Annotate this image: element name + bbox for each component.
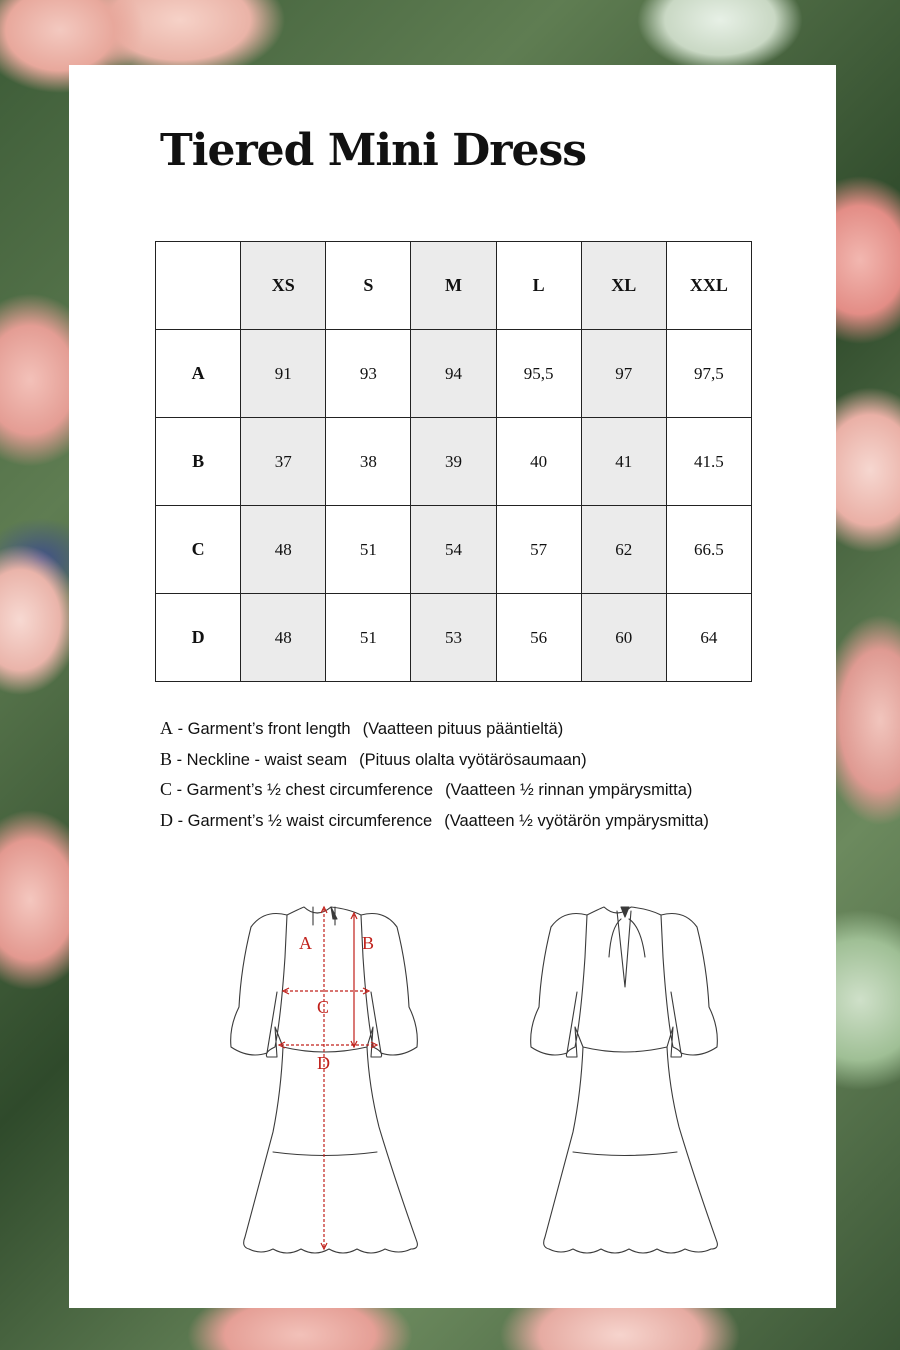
size-header-l: L	[496, 242, 581, 330]
corner-cell	[156, 242, 241, 330]
legend-key: C	[160, 779, 173, 799]
legend-key: D	[160, 809, 173, 830]
table-cell: 93	[326, 330, 411, 418]
measurement-row-c	[156, 506, 752, 594]
legend-item-a	[160, 714, 800, 745]
size-header-xxl: XXL	[666, 242, 751, 330]
size-table	[155, 241, 752, 682]
table-cell: 97	[581, 330, 666, 418]
diagram-label-d: D	[317, 1053, 330, 1073]
table-cell: 53	[411, 594, 496, 682]
table-cell: 57	[496, 506, 581, 594]
table-cell: 91	[241, 330, 326, 418]
legend-finnish: (Vaatteen ½ vyötärön ympärysmitta)	[444, 811, 709, 830]
table-cell: 94	[411, 330, 496, 418]
legend-english: - Garment’s ½ waist circumference	[173, 811, 433, 830]
table-cell: 95,5	[496, 330, 581, 418]
size-header-s: S	[326, 242, 411, 330]
row-label: A	[156, 330, 241, 418]
size-chart-card	[69, 65, 836, 1308]
table-cell: 39	[411, 418, 496, 506]
page-title: Tiered Mini Dress	[160, 125, 587, 176]
legend-item-c	[160, 775, 800, 806]
diagram-label-a: A	[299, 933, 312, 953]
table-cell: 37	[241, 418, 326, 506]
diagram-label-c: C	[317, 997, 330, 1017]
row-label: B	[156, 418, 241, 506]
legend-finnish: (Vaatteen ½ rinnan ympärysmitta)	[445, 781, 693, 799]
legend-finnish: (Pituus olalta vyötärösaumaan)	[359, 750, 587, 769]
diagram-label-b: B	[362, 933, 375, 953]
legend-english: - Garment’s front length	[173, 720, 351, 738]
row-label: D	[156, 594, 241, 682]
legend-english: - Neckline - waist seam	[172, 750, 348, 769]
measurement-legend	[160, 714, 800, 836]
table-cell: 40	[496, 418, 581, 506]
legend-finnish: (Vaatteen pituus pääntieltä)	[362, 720, 564, 738]
size-header-xs: XS	[241, 242, 326, 330]
size-header-m: M	[411, 242, 496, 330]
row-label: C	[156, 506, 241, 594]
table-cell: 60	[581, 594, 666, 682]
table-cell: 48	[241, 506, 326, 594]
legend-key: A	[160, 718, 173, 738]
legend-item-d	[160, 806, 800, 837]
measurement-row-d	[156, 594, 752, 682]
table-cell: 62	[581, 506, 666, 594]
size-header-xl: XL	[581, 242, 666, 330]
dress-back-sketch	[531, 907, 718, 1253]
table-cell: 64	[666, 594, 751, 682]
table-cell: 38	[326, 418, 411, 506]
table-cell: 41	[581, 418, 666, 506]
table-cell: 66.5	[666, 506, 751, 594]
legend-english: - Garment’s ½ chest circumference	[172, 781, 434, 799]
measurement-lines	[279, 907, 377, 1249]
dress-sketches	[149, 897, 759, 1297]
table-cell: 56	[496, 594, 581, 682]
table-cell: 48	[241, 594, 326, 682]
table-cell: 97,5	[666, 330, 751, 418]
legend-key: B	[160, 748, 173, 769]
legend-item-b	[160, 745, 800, 776]
table-cell: 51	[326, 594, 411, 682]
table-cell: 41.5	[666, 418, 751, 506]
size-header-row	[156, 242, 752, 330]
measurement-row-b	[156, 418, 752, 506]
measurement-row-a	[156, 330, 752, 418]
table-cell: 54	[411, 506, 496, 594]
table-cell: 51	[326, 506, 411, 594]
